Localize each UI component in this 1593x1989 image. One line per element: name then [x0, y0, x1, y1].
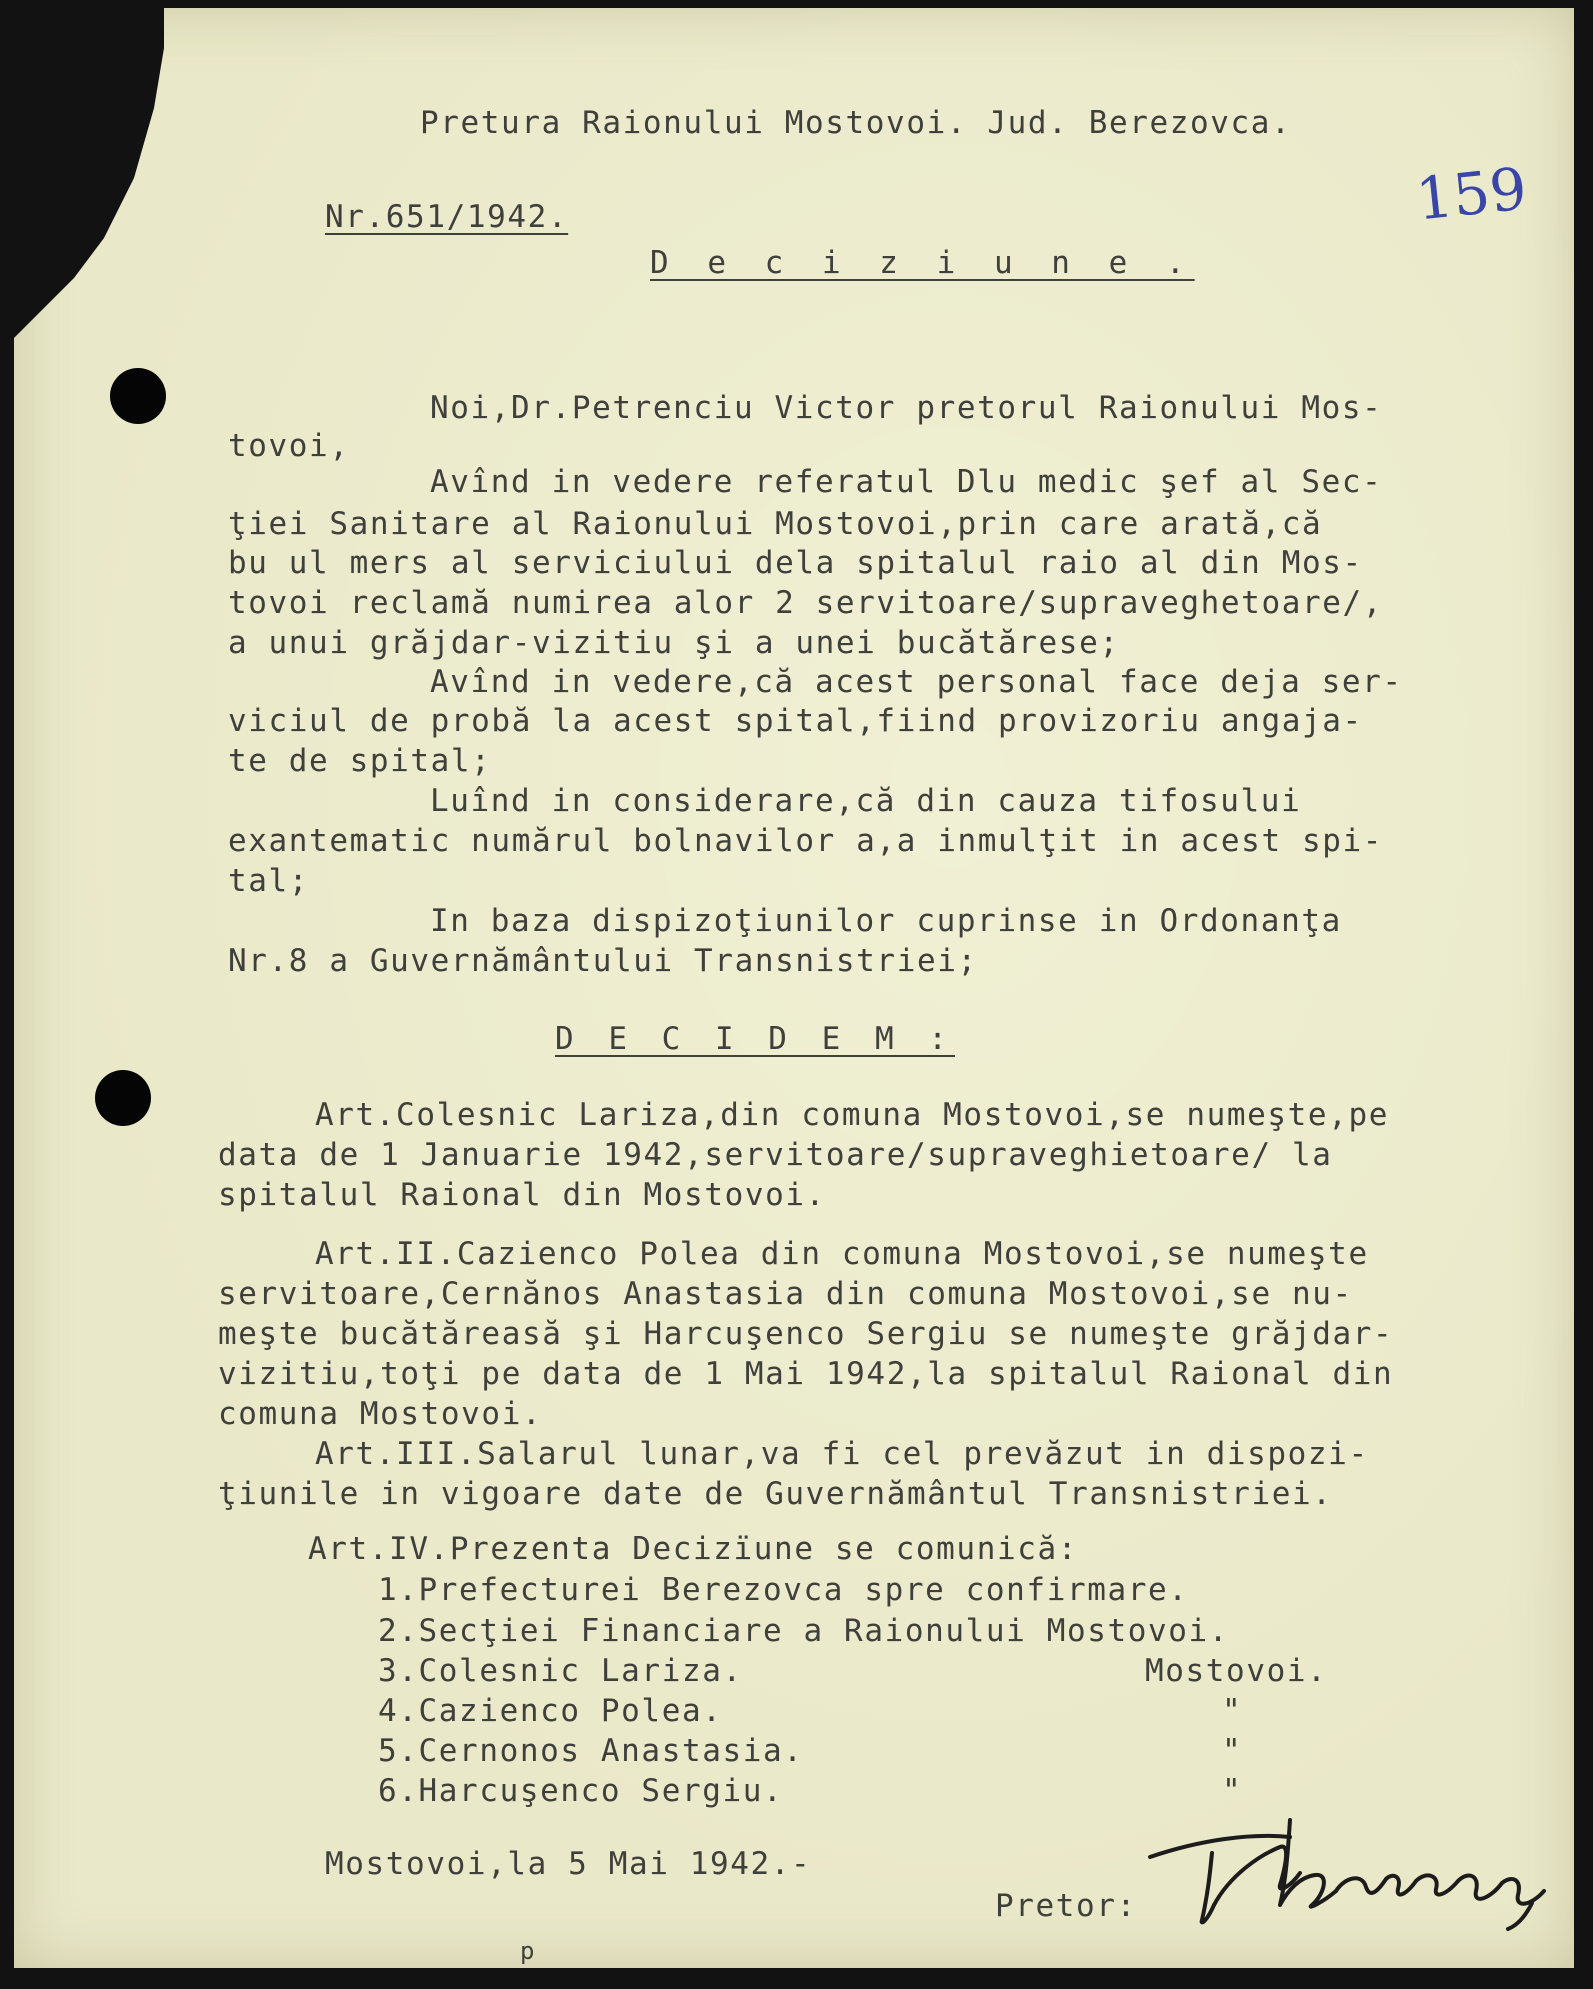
preamble-line: tal;: [228, 863, 310, 899]
signer-title: Pretor:: [995, 1888, 1137, 1924]
recipient-location: ": [1222, 1773, 1243, 1809]
preamble-line: Nr.8 a Guvernământului Transnistriei;: [228, 943, 978, 979]
recipient-item: 2.Secţiei Financiare a Raionului Mostovoi.: [378, 1613, 1230, 1649]
recipient-item: 6.Harcuşenco Sergiu.: [378, 1773, 784, 1809]
article-line: vizitiu,toţi pe data de 1 Mai 1942,la spitalul Raional din: [218, 1356, 1394, 1392]
place-and-date: Mostovoi,la 5 Mai 1942.-: [325, 1846, 812, 1882]
document-sheet: [14, 8, 1574, 1968]
article-line: Art.II.Cazienco Polea din comuna Mostovoi,se numeşte: [315, 1236, 1369, 1272]
preamble-line: tovoi,: [228, 428, 350, 464]
preamble-line: Noi,Dr.Petrenciu Victor pretorul Raionului Mos-: [430, 390, 1383, 426]
recipient-item: 3.Colesnic Lariza.: [378, 1653, 743, 1689]
article-line: Art.Colesnic Lariza,din comuna Mostovoi,se numeşte,pe: [315, 1097, 1389, 1133]
folio-number: 159: [1412, 154, 1530, 234]
recipient-item: 5.Cernonos Anastasia.: [378, 1733, 804, 1769]
article-line: data de 1 Januarie 1942,servitoare/supraveghietoare/ la: [218, 1137, 1333, 1173]
recipient-location: ": [1222, 1693, 1243, 1729]
handwritten-signature: [1140, 1795, 1580, 1939]
article-line: Art.IV.Prezenta Decizïune se comunică:: [308, 1531, 1079, 1567]
recipient-location: Mostovoi.: [1145, 1653, 1328, 1689]
initials: p: [520, 1937, 537, 1965]
document-title: D e c i z i u n e .: [650, 245, 1195, 281]
recipient-item: 4.Cazienco Polea.: [378, 1693, 723, 1729]
recipient-location: ": [1222, 1733, 1243, 1769]
punch-hole-bottom: [95, 1070, 151, 1126]
article-line: meşte bucătăreasă şi Harcuşenco Sergiu se numeşte grăjdar-: [218, 1316, 1394, 1352]
preamble-line: Luînd in considerare,că din cauza tifosului: [430, 783, 1302, 819]
preamble-line: In baza dispizoţiunilor cuprinse in Ordonanţa: [430, 903, 1342, 939]
preamble-line: viciul de probă la acest spital,fiind provizoriu angaja-: [228, 703, 1363, 739]
article-line: ţiunile in vigoare date de Guvernământul Transnistriei.: [218, 1476, 1333, 1512]
punch-hole-top: [110, 368, 166, 424]
preamble-line: a unui grăjdar-vizitiu şi a unei bucătărese;: [228, 625, 1120, 661]
preamble-line: te de spital;: [228, 743, 492, 779]
decidem-heading: D E C I D E M :: [555, 1021, 955, 1057]
document-number: Nr.651/1942.: [325, 199, 569, 235]
article-line: spitalul Raional din Mostovoi.: [218, 1177, 826, 1213]
preamble-line: exantematic numărul bolnavilor a,a inmulţit in acest spi-: [228, 823, 1384, 859]
preamble-line: bu ul mers al serviciului dela spitalul raio al din Mos-: [228, 545, 1363, 581]
issuing-authority: Pretura Raionului Mostovoi. Jud. Berezovca.: [420, 105, 1292, 141]
preamble-line: ţiei Sanitare al Raionului Mostovoi,prin care arată,că: [228, 506, 1323, 542]
article-line: servitoare,Cernănos Anastasia din comuna Mostovoi,se nu-: [218, 1276, 1353, 1312]
preamble-line: Avînd in vedere,că acest personal face deja ser-: [430, 664, 1403, 700]
article-line: comuna Mostovoi.: [218, 1396, 543, 1432]
article-line: Art.III.Salarul lunar,va fi cel prevăzut in dispozi-: [315, 1436, 1369, 1472]
recipient-item: 1.Prefecturei Berezovca spre confirmare.: [378, 1572, 1189, 1608]
preamble-line: Avînd in vedere referatul Dlu medic şef al Sec-: [430, 464, 1383, 500]
preamble-line: tovoi reclamă numirea alor 2 servitoare/supraveghetoare/,: [228, 585, 1384, 621]
